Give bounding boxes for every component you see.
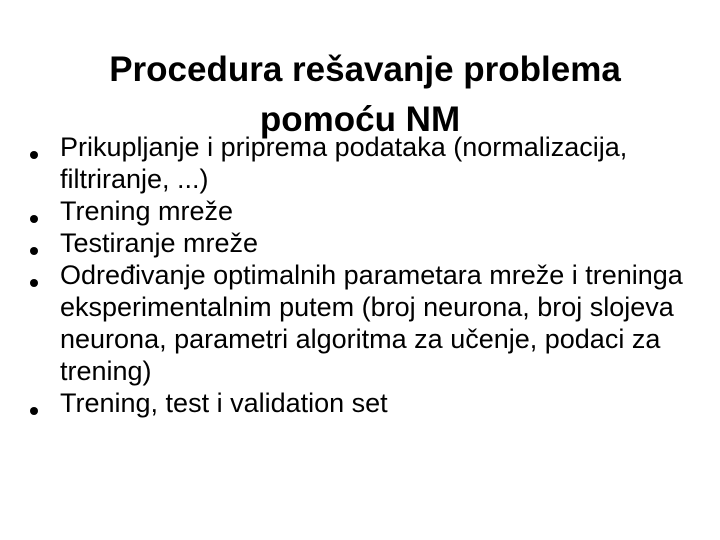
bullet-item-testing: [30, 227, 690, 259]
bullet-dot-icon: [30, 151, 38, 159]
bullet-item-training: [30, 195, 690, 227]
bullet-text: Testiranje mreže: [60, 228, 259, 258]
bullet-item-data-preparation: [30, 131, 690, 195]
slide-title-line-2: pomoću NM: [259, 100, 461, 140]
bullet-text: Trening, test i validation set: [60, 388, 388, 418]
bullet-item-parameter-tuning: [30, 259, 690, 387]
bullet-dot-icon: [30, 247, 38, 255]
slide-title-line-1: Procedura rešavanje problema: [109, 50, 621, 90]
bullet-item-datasets: [30, 387, 690, 419]
bullet-dot-icon: [30, 279, 38, 287]
bullet-dot-icon: [30, 407, 38, 415]
bullet-list: [30, 131, 690, 419]
bullet-dot-icon: [30, 215, 38, 223]
bullet-text: Trening mreže: [60, 196, 234, 226]
bullet-text: Određivanje optimalnih parametara mreže i treninga eksperimentalnim putem (broj neurona, broj slojeva neurona, parametri algoritma za učenje, podaci za trening): [60, 260, 683, 386]
bullet-text: Prikupljanje i priprema podataka (normalizacija, filtriranje, ...): [60, 132, 628, 194]
